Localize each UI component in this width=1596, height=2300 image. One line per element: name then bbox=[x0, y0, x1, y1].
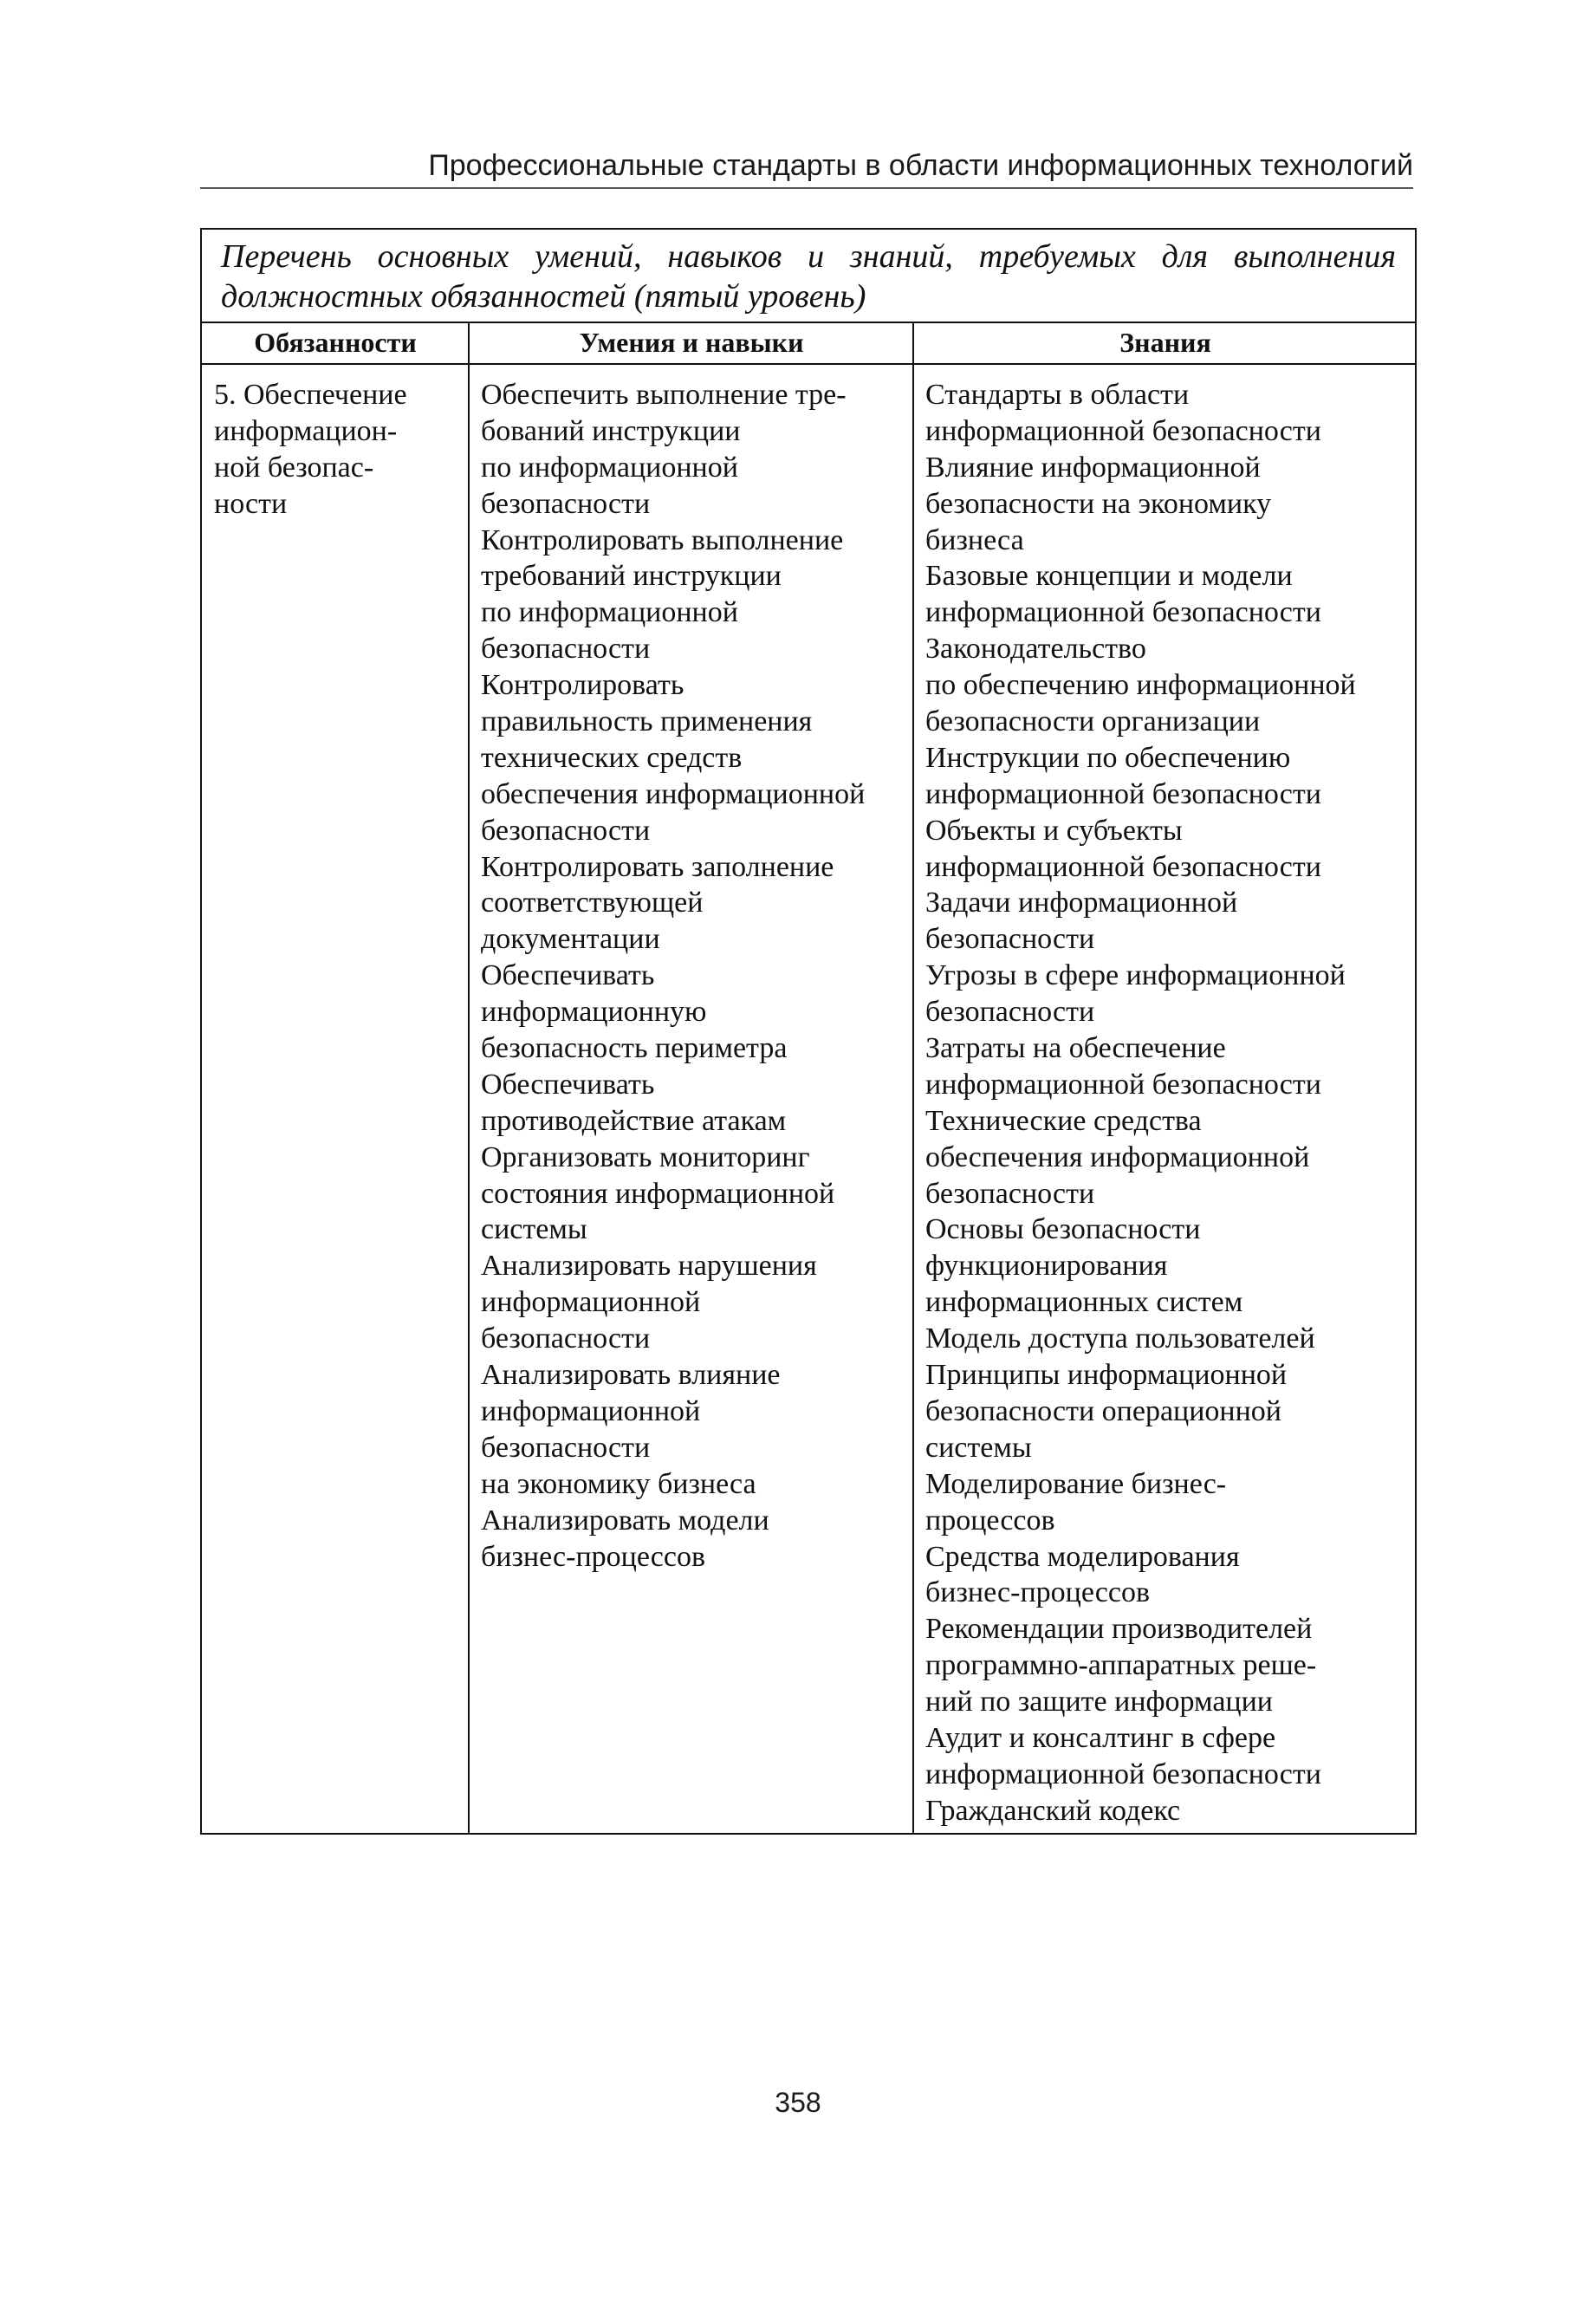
knowledge-line: Задачи информационной bbox=[925, 887, 1238, 919]
skills-line: обеспечения информационной bbox=[481, 777, 866, 810]
skills-line: соответствующей bbox=[481, 887, 704, 919]
skills-knowledge-table bbox=[200, 228, 1417, 1835]
skills-line: Анализировать влияние bbox=[481, 1359, 781, 1392]
knowledge-line: Базовые концепции и модели bbox=[925, 560, 1293, 593]
knowledge-line: по обеспечению информационной bbox=[925, 669, 1356, 702]
column-header-duties: Обязанности bbox=[254, 327, 417, 358]
knowledge-line: информационной безопасности bbox=[925, 777, 1321, 810]
knowledge-line: Стандарты в области bbox=[925, 379, 1190, 411]
skills-line: требований инструкции bbox=[481, 560, 782, 593]
skills-line: безопасности bbox=[481, 1431, 651, 1464]
knowledge-line: процессов bbox=[925, 1504, 1055, 1537]
knowledge-line: Законодательство bbox=[925, 633, 1146, 666]
knowledge-line: Принципы информационной bbox=[925, 1359, 1288, 1392]
skills-line: Анализировать модели bbox=[481, 1504, 769, 1537]
skills-line: безопасности bbox=[481, 633, 651, 666]
skills-line: Организовать мониторинг bbox=[481, 1140, 810, 1173]
duties-line: ной безопас- bbox=[214, 451, 374, 484]
skills-line: информационную bbox=[481, 996, 707, 1029]
knowledge-line: информационной безопасности bbox=[925, 1757, 1321, 1790]
knowledge-line: информационной безопасности bbox=[925, 1068, 1321, 1101]
duties-line: ности bbox=[214, 487, 288, 520]
skills-line: Контролировать bbox=[481, 669, 684, 702]
knowledge-line: безопасности операционной bbox=[925, 1394, 1282, 1427]
knowledge-line: программно-аппаратных реше- bbox=[925, 1649, 1317, 1682]
knowledge-line: бизнес-процессов bbox=[925, 1576, 1151, 1609]
knowledge-line: безопасности bbox=[925, 1177, 1095, 1210]
skills-line: на экономику бизнеса bbox=[481, 1467, 756, 1500]
skills-line: безопасности bbox=[481, 1322, 651, 1355]
knowledge-line: безопасности bbox=[925, 996, 1095, 1029]
knowledge-line: безопасности организации bbox=[925, 705, 1261, 738]
knowledge-line: информационной безопасности bbox=[925, 850, 1321, 883]
knowledge-line: Угрозы в сфере информационной bbox=[925, 959, 1346, 992]
knowledge-line: Технические средства bbox=[925, 1104, 1202, 1137]
knowledge-line: Модель доступа пользователей bbox=[925, 1322, 1315, 1355]
knowledge-line: Основы безопасности bbox=[925, 1213, 1201, 1246]
skills-line: Контролировать выполнение bbox=[481, 523, 844, 556]
skills-line: состояния информационной bbox=[481, 1177, 835, 1210]
knowledge-line: Гражданский кодекс bbox=[925, 1794, 1181, 1827]
table-title: Перечень основных умений, навыков и знаний, требуемых для выполнения должностных обязанностей (пятый уровень) bbox=[202, 230, 1415, 323]
knowledge-line: информационной безопасности bbox=[925, 596, 1321, 629]
table-header-row bbox=[202, 322, 1415, 365]
skills-line: Анализировать нарушения bbox=[481, 1250, 817, 1283]
skills-line: Обеспечивать bbox=[481, 1068, 655, 1101]
knowledge-line: Затраты на обеспечение bbox=[925, 1032, 1226, 1065]
skills-line: бований инструкции bbox=[481, 414, 741, 447]
knowledge-line: информационных систем bbox=[925, 1286, 1243, 1319]
skills-line: бизнес-процессов bbox=[481, 1540, 706, 1573]
knowledge-line: ний по защите информации bbox=[925, 1686, 1273, 1719]
duties-line: информацион- bbox=[214, 414, 398, 447]
skills-line: системы bbox=[481, 1213, 587, 1246]
column-divider bbox=[468, 322, 470, 1833]
knowledge-line: Аудит и консалтинг в сфере bbox=[925, 1721, 1276, 1754]
skills-cell bbox=[481, 377, 907, 1575]
knowledge-line: безопасности bbox=[925, 923, 1095, 956]
skills-line: правильность применения bbox=[481, 705, 813, 738]
skills-line: информационной bbox=[481, 1286, 701, 1319]
skills-line: Обеспечивать bbox=[481, 959, 655, 992]
knowledge-line: безопасности на экономику bbox=[925, 487, 1272, 520]
page-number: 358 bbox=[775, 2087, 821, 2118]
knowledge-cell bbox=[925, 377, 1415, 1829]
knowledge-line: Объекты и субъекты bbox=[925, 814, 1183, 847]
skills-line: информационной bbox=[481, 1394, 701, 1427]
knowledge-line: системы bbox=[925, 1431, 1032, 1464]
knowledge-line: Средства моделирования bbox=[925, 1540, 1240, 1573]
knowledge-line: информационной безопасности bbox=[925, 414, 1321, 447]
knowledge-line: Влияние информационной bbox=[925, 451, 1261, 484]
duties-cell bbox=[214, 377, 461, 523]
skills-line: технических средств bbox=[481, 741, 743, 774]
skills-line: безопасности bbox=[481, 814, 651, 847]
skills-line: документации bbox=[481, 923, 660, 956]
column-header-skills: Умения и навыки bbox=[579, 327, 804, 358]
knowledge-line: Рекомендации производителей bbox=[925, 1613, 1313, 1646]
knowledge-line: Инструкции по обеспечению bbox=[925, 741, 1291, 774]
running-header: Профессиональные стандарты в области информационных технологий bbox=[200, 147, 1413, 189]
knowledge-line: функционирования bbox=[925, 1250, 1168, 1283]
duties-line: 5. Обеспечение bbox=[214, 379, 407, 411]
knowledge-line: обеспечения информационной bbox=[925, 1140, 1310, 1173]
skills-line: по информационной bbox=[481, 596, 738, 629]
column-divider bbox=[912, 322, 914, 1833]
knowledge-line: бизнеса bbox=[925, 523, 1024, 556]
skills-line: безопасность периметра bbox=[481, 1032, 788, 1065]
skills-line: по информационной bbox=[481, 451, 738, 484]
column-header-knowledge: Знания bbox=[1119, 327, 1211, 358]
skills-line: Контролировать заполнение bbox=[481, 850, 834, 883]
knowledge-line: Моделирование бизнес- bbox=[925, 1467, 1227, 1500]
skills-line: противодействие атакам bbox=[481, 1104, 787, 1137]
skills-line: Обеспечить выполнение тре- bbox=[481, 379, 847, 411]
skills-line: безопасности bbox=[481, 487, 651, 520]
